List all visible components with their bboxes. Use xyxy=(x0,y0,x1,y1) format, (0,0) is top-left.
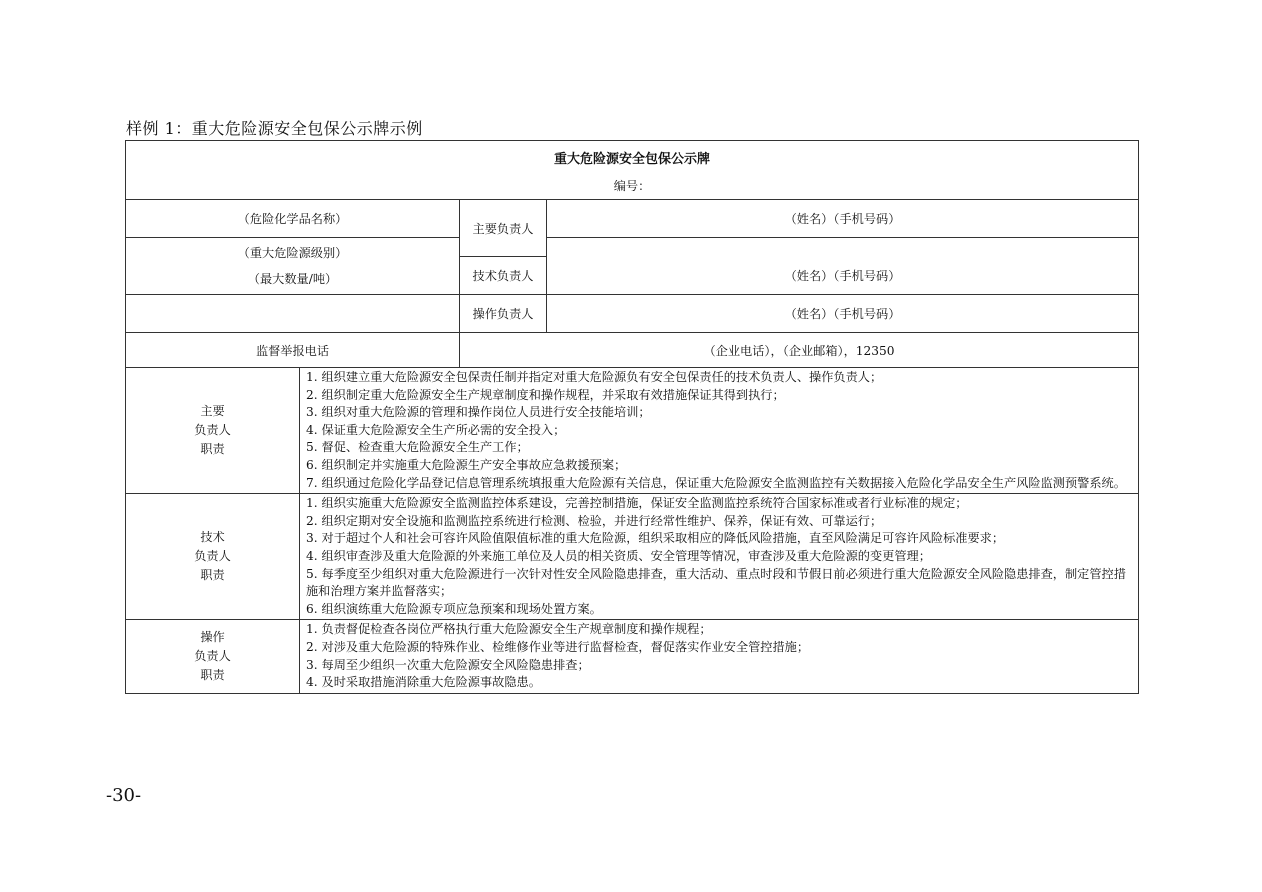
duty-item: 4. 及时采取措施消除重大危险源事故隐患。 xyxy=(306,675,541,690)
tech-contact: （姓名）（手机号码） xyxy=(784,268,901,283)
board-title: 重大危险源安全包保公示牌 xyxy=(554,152,711,167)
hotline-label-cell xyxy=(126,333,460,368)
tech-contact-cell-2 xyxy=(547,257,1139,295)
ops-duties-label-line: 操作 xyxy=(200,630,225,644)
hazard-level-cell xyxy=(126,238,460,295)
duty-item: 5. 每季度至少组织对重大危险源进行一次针对性安全风险隐患排查，重大活动、重点时段和节假日前必须进行重大危险源安全风险隐患排查，制定管控措施和治理方案并监督落实； xyxy=(306,566,1126,599)
duty-item: 2. 组织定期对安全设施和监测监控系统进行检测、检验，并进行经常性维护、保养，保证有效、可靠运行； xyxy=(306,513,883,528)
tech-duties-label-cell xyxy=(126,494,300,620)
tech-duties-label-line: 技术 xyxy=(200,530,225,545)
main-contact-row xyxy=(126,200,1139,238)
ops-role-label: 操作负责人 xyxy=(472,307,534,321)
hazard-level: （重大危险源级别） xyxy=(237,246,348,260)
chemical-name-cell xyxy=(126,200,460,238)
ops-row xyxy=(126,295,1139,333)
duty-item: 3. 每周至少组织一次重大危险源安全风险隐患排查； xyxy=(306,657,590,672)
main-duties-list xyxy=(300,368,1139,494)
tech-role-cell xyxy=(460,257,547,295)
chemical-name: （危险化学品名称） xyxy=(237,212,348,226)
duty-item: 5. 督促、检查重大危险源安全生产工作； xyxy=(306,440,529,455)
hotline-row xyxy=(126,333,1139,368)
duty-item: 1. 组织实施重大危险源安全监测监控体系建设，完善控制措施，保证安全监测监控系统符合国家标准或者行业标准的规定； xyxy=(306,496,968,511)
main-duties-row xyxy=(126,368,1139,494)
hotline-label: 监督举报电话 xyxy=(255,343,330,358)
duty-item: 4. 保证重大危险源安全生产所必需的安全投入； xyxy=(306,422,566,437)
notice-board-table xyxy=(125,140,1139,694)
duty-item: 1. 负责督促检查各岗位严格执行重大危险源安全生产规章制度和操作规程； xyxy=(306,622,712,637)
ops-contact-cell xyxy=(547,295,1139,333)
duty-item: 6. 组织制定并实施重大危险源生产安全事故应急救援预案； xyxy=(306,457,627,472)
hotline-value: （企业电话），（企业邮箱），12350 xyxy=(703,343,895,358)
page-number: -30- xyxy=(106,785,142,806)
main-contact-cell xyxy=(547,200,1139,238)
spacer-row xyxy=(126,238,1139,257)
main-role-label: 主要负责人 xyxy=(472,221,534,236)
max-quantity: （最大数量/吨） xyxy=(247,272,338,286)
tech-contact-cell xyxy=(547,238,1139,257)
ops-duties-list xyxy=(300,620,1139,693)
tech-duties-label-line: 职责 xyxy=(200,568,225,583)
duty-item: 3. 对于超过个人和社会可容许风险值限值标准的重大危险源，组织采取相应的降低风险措施，直至风险满足可容许风险标准要求； xyxy=(306,531,1005,546)
tech-duties-list xyxy=(300,494,1139,620)
title-row xyxy=(126,141,1139,200)
ops-duties-label-line: 职责 xyxy=(200,668,225,682)
tech-duties-row xyxy=(126,494,1139,620)
main-contact: （姓名）（手机号码） xyxy=(784,212,901,226)
ops-contact: （姓名）（手机号码） xyxy=(784,307,901,321)
duty-item: 7. 组织通过危险化学品登记信息管理系统填报重大危险源有关信息，保证重大危险源安全监测监控有关数据接入危险化学品安全生产风险监测预警系统。 xyxy=(306,475,1126,490)
ops-duties-label-cell xyxy=(126,620,300,693)
main-duties-label-line: 主要 xyxy=(200,404,225,419)
main-duties-label-line: 负责人 xyxy=(194,423,231,438)
main-duties-label-line: 职责 xyxy=(200,442,225,457)
ops-duties-row xyxy=(126,620,1139,693)
main-role-cell xyxy=(460,200,547,257)
hotline-value-cell xyxy=(460,333,1139,368)
ops-duties-label-line: 负责人 xyxy=(194,649,231,663)
tech-role-label: 技术负责人 xyxy=(472,269,534,283)
duty-item: 3. 组织对重大危险源的管理和操作岗位人员进行安全技能培训； xyxy=(306,405,651,420)
duty-item: 6. 组织演练重大危险源专项应急预案和现场处置方案。 xyxy=(306,601,602,616)
number-label: 编号： xyxy=(613,179,651,193)
main-duties-label-cell xyxy=(126,368,300,494)
duty-item: 2. 组织制定重大危险源安全生产规章制度和操作规程，并采取有效措施保证其得到执行； xyxy=(306,387,785,402)
duty-item: 2. 对涉及重大危险源的特殊作业、检维修作业等进行监督检查，督促落实作业安全管控措施； xyxy=(306,639,810,654)
ops-left-empty xyxy=(126,295,460,333)
duty-item: 4. 组织审查涉及重大危险源的外来施工单位及人员的相关资质、安全管理等情况，审查涉及重大危险源的变更管理； xyxy=(306,548,931,563)
tech-duties-label-line: 负责人 xyxy=(194,549,231,564)
duty-item: 1. 组织建立重大危险源安全包保责任制并指定对重大危险源负有安全包保责任的技术负责人、操作负责人； xyxy=(306,370,883,384)
sample-caption: 样例 1：重大危险源安全包保公示牌示例 xyxy=(126,119,423,138)
ops-role-cell xyxy=(460,295,547,333)
title-cell xyxy=(126,141,1139,200)
